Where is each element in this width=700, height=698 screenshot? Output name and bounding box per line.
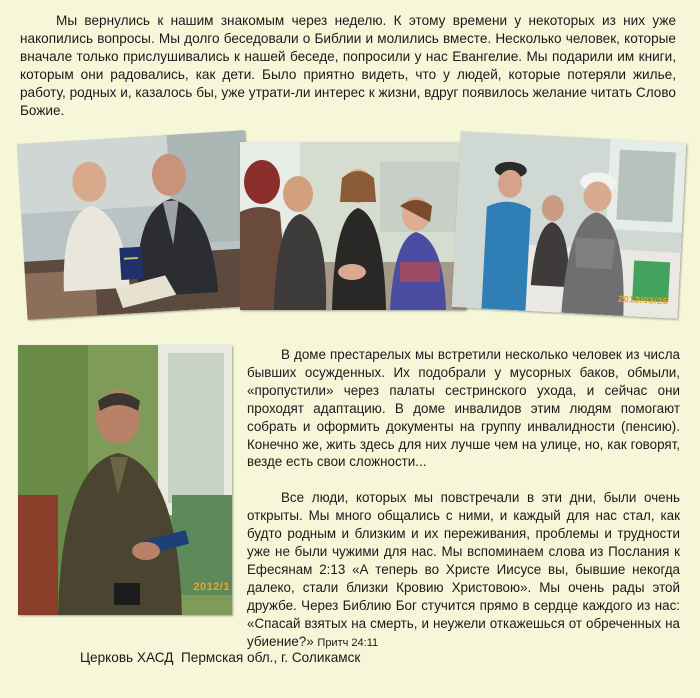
body-text (247, 346, 680, 653)
photo-two-men-with-bible (17, 130, 255, 320)
photo-man-reading-bible (18, 345, 232, 615)
photo-group-conversation (240, 142, 466, 310)
photo-date-stamp: 2012/02/25 (617, 293, 669, 307)
scripture-reference: Притч 24:11 (317, 636, 379, 649)
photo-women-in-ward (452, 131, 687, 319)
body-paragraph: В доме престарелых мы встретили несколько человек из числа бывших осужденных. Их подобрали у мусорных баков, обмыли, «пропустили» через палаты сестринского ухода, и сейчас они проходят адаптацию. В доме инвалидов этим людям помогают собрать и оформить документы на группу инвалидности (пенсию). Конечно же, жить здесь для них лучше чем на улице, но, как говорят, везде есть свои сложности... (247, 347, 680, 470)
body-paragraph (247, 489, 680, 652)
intro-paragraph: Мы вернулись к нашим знакомым через неделю. К этому времени у некоторых из них уже накопились вопросы. Мы долго беседовали о Библии и молились вместе. Несколько человек, которые вначале только прислушивались к нашей беседе, попросили у нас Евангелие. Мы подарили им книги, которым они радовались, как дети. Было приятно видеть, что у людей, которые потеряли жилье, работу, родных и, казалось бы, уже утрати-ли интерес к жизни, вдруг появилось желание читать Слово Божие. (20, 13, 676, 118)
footer-signature: Церковь ХАСД Пермская обл., г. Соликамск (80, 650, 361, 665)
body-paragraph-text: Все люди, которых мы повстречали в эти дни, были очень открыты. Мы много общались с ними, и каждый для нас стал, как будто родным и близким и их переживания, проблемы и трудности уже не были чужими для нас. Мы вспоминаем слова из Послания к Ефесянам 2:13 «А теперь во Христе Иисусе вы, бывшие некогда далеко, стали близки Кровию Христовою». Мы очень рады этой дружбе. Через Библию Бог стучится прямо в сердце каждого из нас: «Спасай взятых на смерть, и неужели откажешься от обреченных на убиение?» (247, 490, 680, 649)
photo-date-stamp: 2012/1 (193, 581, 230, 593)
